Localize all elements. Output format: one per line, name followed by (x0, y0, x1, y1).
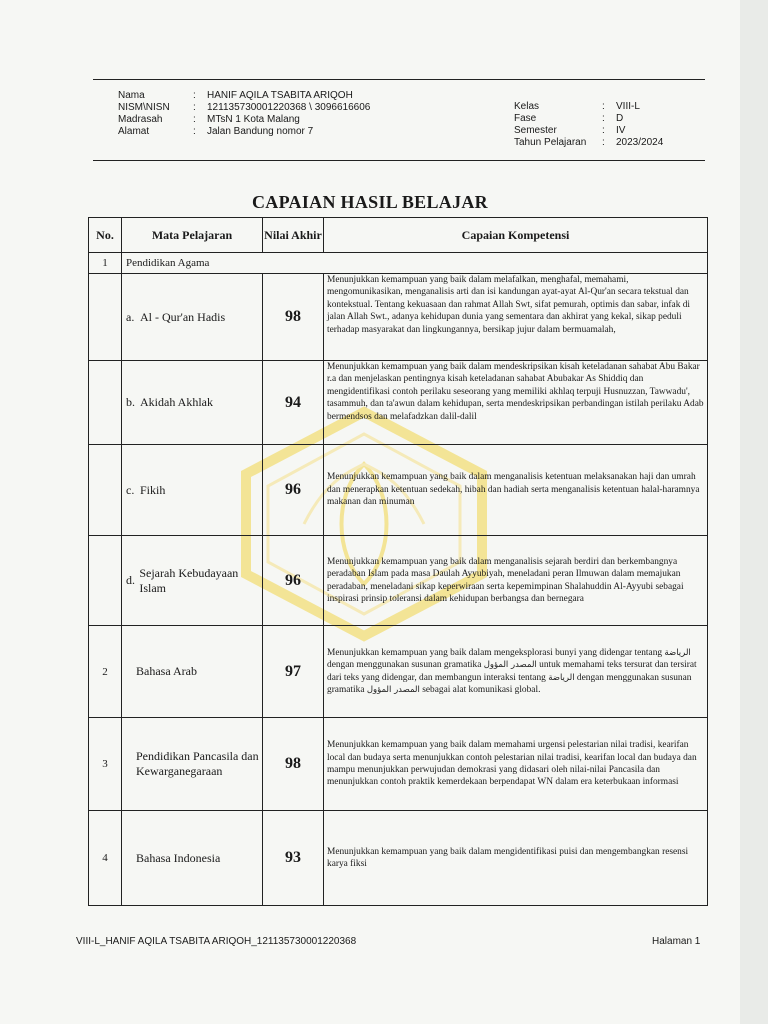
competency-desc: Menunjukkan kemampuan yang baik dalam memahami urgensi pelestarian nilai tradisi, kearifan local dan budaya serta menunjukkan contoh pelestarian nilai tradisi, kearifan local dan budaya dan mampu menunjukkan perwujudan demokrasi yang didasari oleh nilai-nilai Pancasila dan menunjukkan contoh praktik kemerdekaan berpendapat WN dalam era keterbukaan informasi (324, 718, 708, 811)
category-label: Pendidikan Agama (122, 253, 708, 274)
table-row: d. Sejarah Kebudayaan Islam 96 Menunjukkan kemampuan yang baik dalam menganalisis sejarah berdiri dan berkembangnya peradaban Islam pada masa Daulah Ayyubiyah, meneladani peran Ilmuwan dalam memajukan peradaban, meneladani sikap keperwiraan serta kepemimpinan Shalahuddin Al-Ayyubi sebagai inspirasi prinsip toleransi dalam kehidupan berbangsa dan bernegara (89, 536, 708, 626)
score: 96 (263, 536, 324, 626)
competency-desc: Menunjukkan kemampuan yang baik dalam mendeskripsikan kisah keteladanan sahabat Abu Bakar r.a dan menjelaskan pentingnya kisah keteladanan sahabat Abubakar As Shiddiq dan mengidentifikasi contoh perilaku seseorang yang memiliki akhlaq terpuji Husnuzzan, Tawwadu', tasammuh, dan ta'awun dalam kehidupan, serta mendeskripsikan perbandingan istilah perilaku Adab bermendsos dan melafadzkan dalil-dalil (324, 361, 708, 445)
table-row (89, 718, 708, 811)
subject-name: Akidah Akhlak (140, 395, 213, 409)
footer-left: VIII-L_HANIF AQILA TSABITA ARIQOH_121135730001220368 (76, 936, 357, 947)
header-bottom-rule (93, 160, 705, 161)
competency-desc: Menunjukkan kemampuan yang baik dalam menganalisis sejarah berdiri dan berkembangnya peradaban Islam pada masa Daulah Ayyubiyah, meneladani peran Ilmuwan dalam memajukan peradaban, meneladani sikap keperwiraan serta kepemimpinan Shalahuddin Al-Ayyubi sebagai inspirasi prinsip toleransi dalam kehidupan berbangsa dan bernegara (324, 536, 708, 626)
competency-desc: Menunjukkan kemampuan yang baik dalam melafalkan, menghafal, memahami, mengomunikasikan, menganalisis arti dan isi kandungan ayat-ayat Al-Qur'an secara tekstual dan kontekstual. Tentang kekuasaan dan rahmat Allah Swt, sifat pemurah, optimis dan sabar, infak di jalan Allah Swt., adanya kehidupan dunia yang sementara dan akhirat yang kekal, sikap peduli terhadap masyarakat dan lingkungannya, bersikap jujur dalam bermuamalah, (324, 274, 708, 361)
student-info: Nama : HANIF AQILA TSABITA ARIQOH NISM\NISN : 121135730001220368 \ 3096616606 Madrasah : MTsN 1 Kota Malang Alamat : Jalan Bandung nomor 7 (118, 90, 371, 137)
header-no: No. (89, 218, 122, 253)
table-row: a. Al - Qur'an Hadis 98 Menunjukkan kemampuan yang baik dalam melafalkan, menghafal, memahami, mengomunikasikan, menganalisis arti dan isi kandungan ayat-ayat Al-Qur'an secara tekstual dan kontekstual. Tentang kekuasaan dan rahmat Allah Swt, sifat pemurah, optimis dan sabar, infak di jalan Allah Swt., adanya kehidupan dunia yang sementara dan akhirat yang kekal, sikap peduli terhadap masyarakat dan lingkungannya, bersikap jujur dalam bermuamalah, (89, 274, 708, 361)
category-no: 1 (89, 253, 122, 274)
table-row: b. Akidah Akhlak 94 Menunjukkan kemampuan yang baik dalam mendeskripsikan kisah keteladanan sahabat Abu Bakar r.a dan menjelaskan pentingnya kisah keteladanan sahabat Abubakar As Shiddiq dan mengidentifikasi contoh perilaku seseorang yang memiliki akhlaq terpuji Husnuzzan, Tawwadu', tasammuh, dan ta'awun dalam kehidupan, serta mendeskripsikan perbandingan istilah perilaku Adab bermendsos dan melafadzkan dalil-dalil (89, 361, 708, 445)
header-score: Nilai Akhir (263, 218, 324, 253)
student-madrasah: MTsN 1 Kota Malang (207, 114, 300, 125)
score: 93 (263, 811, 324, 906)
competency-desc: Menunjukkan kemampuan yang baik dalam mengeksplorasi bunyi yang didengar tentang الرياضة dengan menggunakan susunan gramatika المصدر المؤول untuk memahami teks tersurat dan tersirat dari teks yang didengar, dan membangun interaksi tentang الرياضة dengan menggunakan susunan gramatika المصدر المؤول sebagai alat komunikasi global. (324, 626, 708, 718)
row-no: 3 (89, 718, 122, 811)
class-kelas: VIII-L (616, 101, 640, 112)
table-row (89, 811, 708, 906)
score: 97 (263, 626, 324, 718)
category-row (89, 253, 708, 274)
header-desc: Capaian Kompetensi (324, 218, 708, 253)
subject-name: Al - Qur'an Hadis (140, 309, 226, 324)
score: 98 (263, 718, 324, 811)
table-header (89, 218, 708, 253)
header-top-rule (93, 79, 705, 80)
table-row (89, 626, 708, 718)
student-nism: 121135730001220368 \ 3096616606 (207, 102, 371, 113)
class-semester: IV (616, 125, 626, 136)
header-subject: Mata Pelajaran (122, 218, 263, 253)
score: 96 (263, 445, 324, 536)
subject-name: Fikih (140, 482, 166, 497)
competency-desc: Menunjukkan kemampuan yang baik dalam mengidentifikasi puisi dan mengembangkan resensi karya fiksi (324, 811, 708, 906)
page-title: CAPAIAN HASIL BELAJAR (251, 192, 488, 212)
row-no: 2 (89, 626, 122, 718)
class-fase: D (616, 113, 624, 124)
subject-name: Pendidikan Pancasila dan Kewarganegaraan (136, 749, 259, 778)
student-address: Jalan Bandung nomor 7 (207, 126, 314, 137)
student-name: HANIF AQILA TSABITA ARIQOH (207, 90, 353, 101)
score: 94 (263, 361, 324, 445)
competency-desc: Menunjukkan kemampuan yang baik dalam menganalisis ketentuan melaksanakan haji dan umrah dan menerapkan ketentuan sedekah, hibah dan hadiah serta menganalisis ketentuan halal-haramnya makanan dan minuman (324, 445, 708, 536)
class-info: Kelas : VIII-L Fase : D Semester : IV Tahun Pelajaran : 2023/2024 (514, 101, 664, 148)
subject-name: Bahasa Indonesia (136, 850, 221, 865)
subject-name: Bahasa Arab (136, 664, 197, 678)
row-no: 4 (89, 811, 122, 906)
grade-table (88, 217, 708, 906)
score: 98 (263, 274, 324, 361)
subject-name: Sejarah Kebudayaan Islam (139, 565, 239, 595)
table-row: c. Fikih 96 Menunjukkan kemampuan yang baik dalam menganalisis ketentuan melaksanakan haji dan umrah dan menerapkan ketentuan sedekah, hibah dan hadiah serta menganalisis ketentuan halal-haramnya makanan dan minuman (89, 445, 708, 536)
footer-page-number: Halaman 1 (652, 936, 701, 947)
class-tahun: 2023/2024 (616, 137, 664, 148)
